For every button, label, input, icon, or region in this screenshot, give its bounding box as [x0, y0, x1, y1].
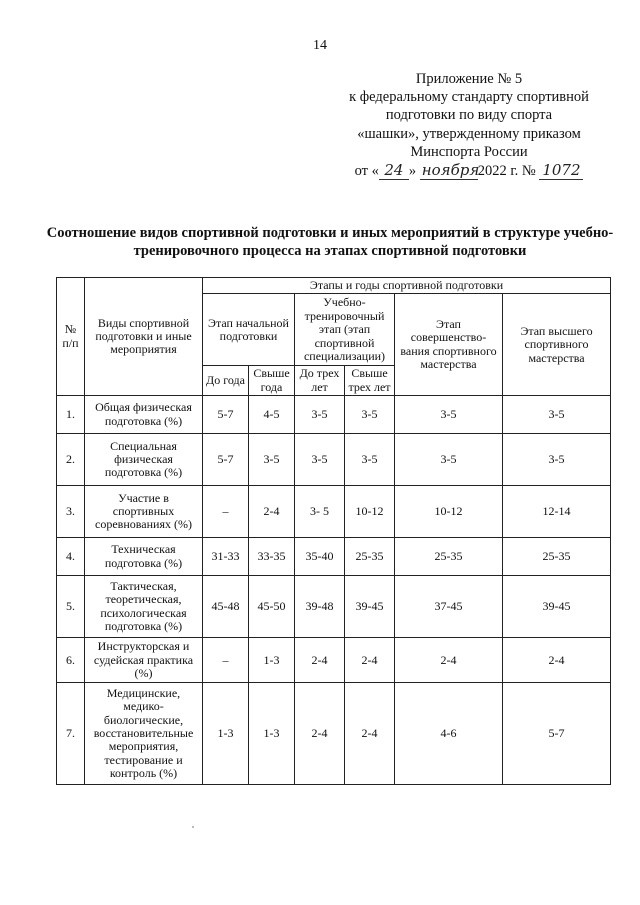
- handwritten-month: ноября: [421, 161, 480, 180]
- row-value-cell: 3-5: [295, 434, 345, 486]
- row-number: 7.: [57, 683, 85, 785]
- row-value-cell: –: [203, 638, 249, 683]
- row-value-cell: 35-40: [295, 538, 345, 576]
- handwritten-day: 24: [379, 161, 409, 180]
- row-kind-label: Инструкторская и судейская практика (%): [85, 638, 203, 683]
- appendix-line: Минспорта России: [410, 143, 528, 160]
- appendix-line: Приложение № 5: [415, 71, 523, 87]
- row-value-cell: 25-35: [345, 538, 395, 576]
- row-value-cell: 5-7: [503, 683, 611, 785]
- header-stage-improvement: Этап совершенство-вания спортивного мастерства: [395, 294, 503, 396]
- row-value-cell: 2-4: [395, 638, 503, 683]
- row-value-cell: 39-45: [345, 576, 395, 638]
- date-prefix: от «: [354, 163, 379, 180]
- row-value-cell: 3-5: [395, 434, 503, 486]
- sport-training-ratio-table: [56, 277, 611, 785]
- row-kind-label: Общая физическая подготовка (%): [85, 396, 203, 434]
- row-value-cell: 2-4: [345, 683, 395, 785]
- row-kind-label: Участие в спортивных соревнованиях (%): [85, 486, 203, 538]
- header-stage-training: Учебно-тренировочный этап (этап спортивной специализации): [295, 294, 395, 366]
- document-title: Соотношение видов спортивной подготовки и иных мероприятий в структуре учебно-тренировочного процесса на этапах спортивной подготовки: [46, 225, 614, 259]
- order-date-line: [300, 161, 638, 180]
- row-number: 2.: [57, 434, 85, 486]
- row-value-cell: 2-4: [345, 638, 395, 683]
- row-value-cell: 4-6: [395, 683, 503, 785]
- header-sub-over-three: Свыше трех лет: [345, 366, 395, 396]
- row-value-cell: 5-7: [203, 396, 249, 434]
- row-value-cell: 3- 5: [295, 486, 345, 538]
- row-value-cell: 12-14: [503, 486, 611, 538]
- appendix-line: к федеральному стандарту спортивной: [349, 89, 589, 106]
- header-num: № п/п: [57, 278, 85, 396]
- row-value-cell: 3-5: [345, 434, 395, 486]
- row-number: 3.: [57, 486, 85, 538]
- row-kind-label: Тактическая, теоретическая, психологическая подготовка (%): [85, 576, 203, 638]
- row-number: 1.: [57, 396, 85, 434]
- row-value-cell: 10-12: [345, 486, 395, 538]
- row-value-cell: 5-7: [203, 434, 249, 486]
- handwritten-order-number: 1072: [539, 161, 583, 180]
- row-value-cell: 1-3: [249, 683, 295, 785]
- row-kind-label: Специальная физическая подготовка (%): [85, 434, 203, 486]
- row-value-cell: 1-3: [249, 638, 295, 683]
- appendix-line: подготовки по виду спорта: [385, 107, 553, 124]
- row-value-cell: 2-4: [295, 638, 345, 683]
- table-row: [57, 638, 611, 683]
- header-sub-up-to-three: До трех лет: [295, 366, 345, 396]
- row-value-cell: 39-48: [295, 576, 345, 638]
- row-value-cell: 2-4: [249, 486, 295, 538]
- header-sub-over-year: Свыше года: [249, 366, 295, 396]
- row-number: 5.: [57, 576, 85, 638]
- row-value-cell: 37-45: [395, 576, 503, 638]
- table-row: [57, 396, 611, 434]
- table-row: [57, 434, 611, 486]
- row-kind-label: Медицинские, медико-биологические, восстановительные мероприятия, тестирование и контроль (%): [85, 683, 203, 785]
- table-row: [57, 538, 611, 576]
- year-text: 2022 г. №: [477, 163, 536, 180]
- row-value-cell: 4-5: [249, 396, 295, 434]
- table-row: [57, 683, 611, 785]
- row-value-cell: –: [203, 486, 249, 538]
- row-value-cell: 3-5: [503, 396, 611, 434]
- header-stage-higher: Этап высшего спортивного мастерства: [503, 294, 611, 396]
- date-quote: »: [408, 163, 417, 180]
- table-row: [57, 486, 611, 538]
- row-value-cell: 2-4: [503, 638, 611, 683]
- row-value-cell: 45-50: [249, 576, 295, 638]
- scan-speck: [192, 826, 194, 828]
- row-value-cell: 3-5: [249, 434, 295, 486]
- row-value-cell: 45-48: [203, 576, 249, 638]
- row-value-cell: 3-5: [295, 396, 345, 434]
- row-value-cell: 3-5: [503, 434, 611, 486]
- row-value-cell: 33-35: [249, 538, 295, 576]
- row-value-cell: 39-45: [503, 576, 611, 638]
- row-value-cell: 25-35: [503, 538, 611, 576]
- header-sub-up-to-year: До года: [203, 366, 249, 396]
- row-value-cell: 25-35: [395, 538, 503, 576]
- appendix-block: [300, 70, 638, 180]
- row-number: 6.: [57, 638, 85, 683]
- row-value-cell: 1-3: [203, 683, 249, 785]
- appendix-line: «шашки», утвержденному приказом: [357, 125, 581, 142]
- header-stage-initial: Этап начальной подготовки: [203, 294, 295, 366]
- row-value-cell: 2-4: [295, 683, 345, 785]
- row-kind-label: Техническая подготовка (%): [85, 538, 203, 576]
- row-number: 4.: [57, 538, 85, 576]
- page-number: 14: [313, 38, 327, 53]
- row-value-cell: 10-12: [395, 486, 503, 538]
- table-row: [57, 576, 611, 638]
- header-kinds: Виды спортивной подготовки и иные мероприятия: [85, 278, 203, 396]
- row-value-cell: 31-33: [203, 538, 249, 576]
- row-value-cell: 3-5: [395, 396, 503, 434]
- row-value-cell: 3-5: [345, 396, 395, 434]
- header-stages: Этапы и годы спортивной подготовки: [203, 278, 611, 294]
